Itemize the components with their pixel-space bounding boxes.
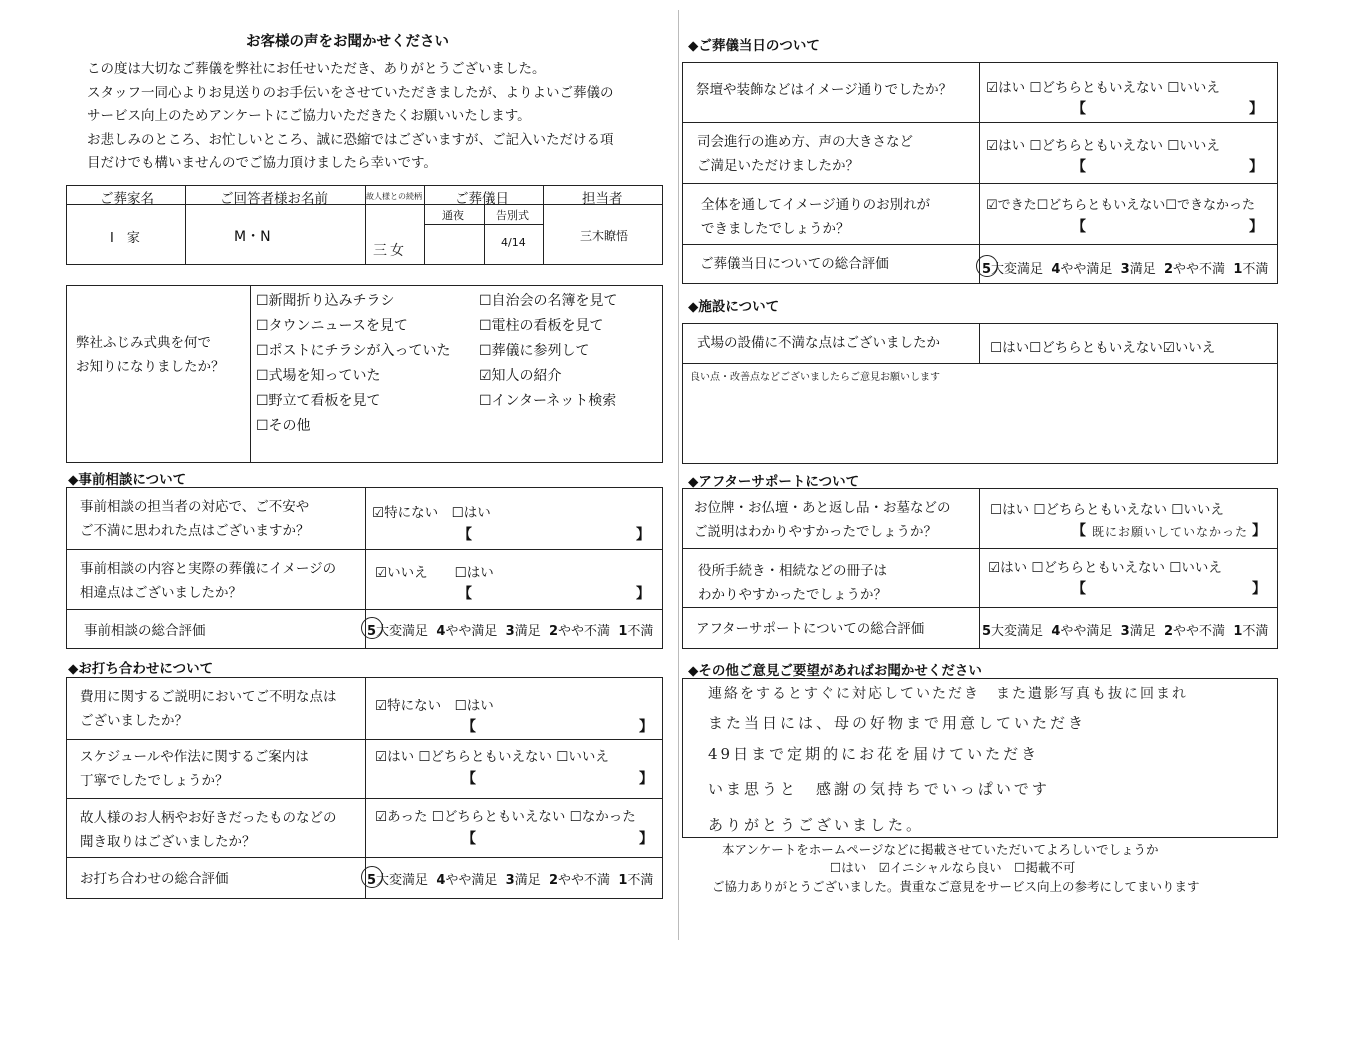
day-q1: 祭壇や装飾などはイメージ通りでしたか？ [696,82,953,98]
pre-q1: 事前相談の担当者の対応で、ご不安や ご不満に思われた点はございますか？ [80,499,310,539]
after-rating[interactable]: 5大変満足 4やや満足 3満足 2やや不満 1不満 [982,624,1269,639]
comment-line: また当日には、母の好物まで用意していただき [708,714,1087,732]
header-date: ご葬儀日 [455,191,509,207]
source-option[interactable]: ☐自治会の名簿を見て [479,293,618,309]
comment-line: いま思うと 感謝の気持ちでいっぱいです [708,780,1050,798]
comment-line: ありがとうございました。 [708,816,925,834]
intro-line: スタッフ一同心よりお見送りのお手伝いをさせていただきましたが、よりよいご葬儀の [87,85,614,101]
meeting-q4: お打ち合わせの総合評価 [80,871,229,887]
header-relation: 故人様との続柄 [366,192,422,201]
facility-note: 良い点・改善点などございましたらご意見お願いします [690,372,940,383]
after-a2[interactable]: ☑はい ☐どちらともいえない ☐いいえ [988,560,1222,576]
day-q4: ご葬儀当日についての総合評価 [700,256,889,272]
meeting-rating[interactable]: 5大変満足 4やや満足 3満足 2やや不満 1不満 [367,873,654,888]
source-option[interactable]: ☐ポストにチラシが入っていた [256,343,451,359]
day-q2: 司会進行の進め方、声の大きさなど ご満足いただけましたか？ [697,134,913,174]
pre-q2: 事前相談の内容と実際の葬儀にイメージの 相違点はございましたか？ [80,561,337,601]
intro-line: 目だけでも構いませんのでご協力頂けましたら幸いです。 [87,155,437,171]
source-option[interactable]: ☐その他 [256,418,311,434]
source-question: 弊社ふじみ式典を何で お知りになりましたか？ [76,335,225,375]
source-option[interactable]: ☐式場を知っていた [256,368,381,384]
header-respondent: ご回答者様お名前 [220,191,328,207]
pre-q3: 事前相談の総合評価 [84,623,206,639]
relation-value: 三女 [373,243,407,259]
facility-a1[interactable]: ☐はい☐どちらともいえない☑いいえ [990,340,1216,356]
source-option[interactable]: ☑知人の紹介 [479,368,562,384]
intro-line: お悲しみのところ、お忙しいところ、誠に恐縮ではございますが、ご記入いただける項 [87,132,614,148]
after-q1: お位牌・お仏壇・あと返し品・お墓などの ご説明はわかりやすかったでしょうか？ [694,500,951,540]
meeting-q3: 故人様のお人柄やお好きだったものなどの 聞き取りはございましたか？ [80,810,337,850]
section-title-day: ◆ご葬儀当日のついて [688,38,820,54]
meeting-a1[interactable]: ☑特にない ☐はい [375,698,494,714]
section-title-pre: ◆事前相談について [68,472,187,488]
farewell-date: 4/14 [501,236,526,249]
page-fold-line [678,10,679,940]
day-a3[interactable]: ☑できた☐どちらともいえない☐できなかった [986,198,1255,213]
publish-options[interactable]: ☐はい ☑イニシャルなら良い ☐掲載不可 [830,860,1076,875]
header-farewell: 告別式 [496,209,529,222]
day-a2[interactable]: ☑はい ☐どちらともいえない ☐いいえ [986,138,1220,154]
meeting-q2: スケジュールや作法に関するご案内は 丁寧でしたでしょうか？ [80,749,309,789]
after-a1[interactable]: ☐はい ☐どちらともいえない ☐いいえ [990,502,1224,518]
header-wake: 通夜 [442,209,464,222]
day-rating[interactable]: 5大変満足 4やや満足 3満足 2やや不満 1不満 [982,262,1269,277]
pre-a2[interactable]: ☑いいえ ☐はい [375,565,494,581]
section-title-after: ◆アフターサポートについて [688,474,860,490]
section-title-other: ◆その他ご意見ご要望があればお聞かせください [688,663,982,679]
staff-name: 三木瞭悟 [580,229,629,243]
header-family: ご葬家名 [100,191,154,207]
pre-a1[interactable]: ☑特にない ☐はい [372,505,491,521]
comment-line: 連絡をするとすぐに対応していただき また遺影写真も抜に回まれ [708,686,1188,702]
comment-line: 49日まで定期的にお花を届けていただき [708,745,1040,763]
meeting-q1: 費用に関するご説明においてご不明な点は ございましたか？ [80,689,337,729]
day-a1[interactable]: ☑はい ☐どちらともいえない ☐いいえ [986,80,1220,96]
header-staff: 担当者 [582,191,623,207]
facility-q1: 式場の設備に不満な点はございましたか [697,335,940,351]
section-title-meeting: ◆お打ち合わせについて [68,661,214,677]
intro-line: この度は大切なご葬儀を弊社にお任せいただき、ありがとうございました。 [87,61,546,77]
section-title-facility: ◆施設について [688,299,780,315]
meeting-a3[interactable]: ☑あった ☐どちらともいえない ☐なかった [375,809,636,825]
source-option[interactable]: ☐インターネット検索 [479,393,617,409]
source-option[interactable]: ☐野立て看板を見て [256,393,381,409]
publish-question: 本アンケートをホームページなどに掲載させていただいてよろしいでしょうか [722,842,1159,857]
source-option[interactable]: ☐葬儀に参列して [479,343,590,359]
pre-rating[interactable]: 5大変満足 4やや満足 3満足 2やや不満 1不満 [367,624,654,639]
page-title: お客様の声をお聞かせください [246,34,449,50]
source-option[interactable]: ☐新聞折り込みチラシ [256,293,395,309]
after-q2: 役所手続き・相続などの冊子は わかりやすかったでしょうか？ [698,563,887,603]
day-q3: 全体を通してイメージ通りのお別れが できましたでしょうか？ [701,197,931,237]
after-q3: アフターサポートについての総合評価 [696,621,925,637]
respondent-name: M・N [234,229,271,245]
source-option[interactable]: ☐タウンニュースを見て [256,318,408,334]
intro-line: サービス向上のためアンケートにご協力いただきたくお願いいたします。 [87,108,531,124]
after-a1-note: 既にお願いしていなかった [1092,525,1249,539]
meeting-a2[interactable]: ☑はい ☐どちらともいえない ☐いいえ [375,749,609,765]
family-name: I 家 [110,231,140,246]
source-option[interactable]: ☐電柱の看板を見て [479,318,604,334]
thanks-text: ご協力ありがとうございました。貴重なご意見をサービス向上の参考にしてまいります [712,879,1200,894]
